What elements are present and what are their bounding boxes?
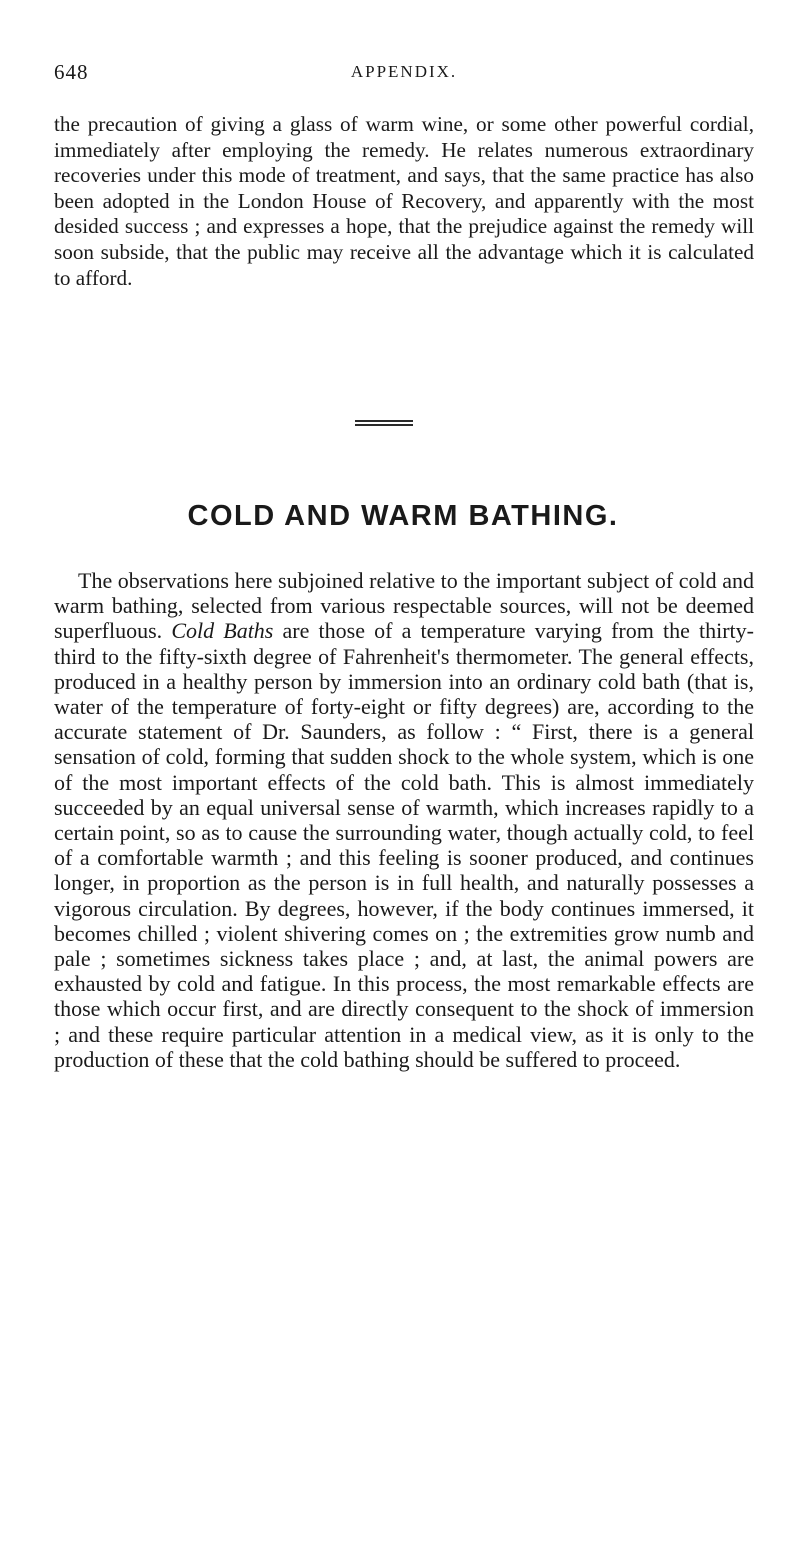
section-paragraph-body: are those of a temperature varying from the thirty-third to the fifty-sixth degree of Fahrenheit's thermometer. The general effects, produced in a healthy person by immersion into an ordinary cold bath (that is, water of the temperature of forty-eight or fifty degrees) are, according to the accurate statement of Dr. Saunders, as follow : “ First, there is a general sensation of cold, forming that sudden shock to the whole system, which is one of the most important effects of the cold bath. This is almost immediately succeeded by an equal universal sense of warmth, which increases rapidly to a certain point, so as to cause the surrounding water, though actually cold, to feel of a comfortable warmth ; and this feeling is sooner produced, and continues longer, in proportion as the person is in full health, and naturally possesses a vigorous circulation. By degrees, however, if the body continues immersed, it becomes chilled ; violent shivering comes on ; the extremities grow numb and pale ; sometimes sickness takes place ; and, at last, the animal powers are exhausted by cold and fatigue. In this process, the most remarkable effects are those which occur first, and are directly consequent to the shock of immersion ; and these require particular attention in a medical view, as it is only to the production of these that the cold bathing should be suffered to proceed. bbox=[54, 618, 754, 1072]
section-divider bbox=[42, 420, 764, 430]
divider-line-bottom bbox=[355, 424, 413, 426]
running-head-title: APPENDIX. bbox=[350, 62, 458, 81]
continued-paragraph-text: the precaution of giving a glass of warm wine, or some other powerful cordial, immediately after employing the remedy. He relates numerous extraordinary recoveries under this mode of treatment, and says, that the same practice has also been adopted in the London House of Recovery, and apparently with the most desided success ; and expresses a hope, that the prejudice against the remedy will soon subside, that the public may receive all the advantage which it is calculated to afford. bbox=[54, 112, 754, 290]
continued-paragraph bbox=[54, 112, 754, 291]
section-heading: COLD AND WARM BATHING. bbox=[187, 500, 619, 532]
section-paragraph-intro: The observations here subjoined relative to the important subject of cold and warm bathing, selected from various respectable sources, will not be deemed superfluous. bbox=[54, 568, 754, 644]
book-page bbox=[42, 0, 764, 1554]
divider-line-top bbox=[355, 420, 413, 422]
section-paragraph bbox=[54, 568, 754, 1072]
italic-term-cold-baths: Cold Baths bbox=[171, 618, 274, 644]
running-head bbox=[54, 60, 754, 86]
page-number: 648 bbox=[54, 60, 89, 84]
